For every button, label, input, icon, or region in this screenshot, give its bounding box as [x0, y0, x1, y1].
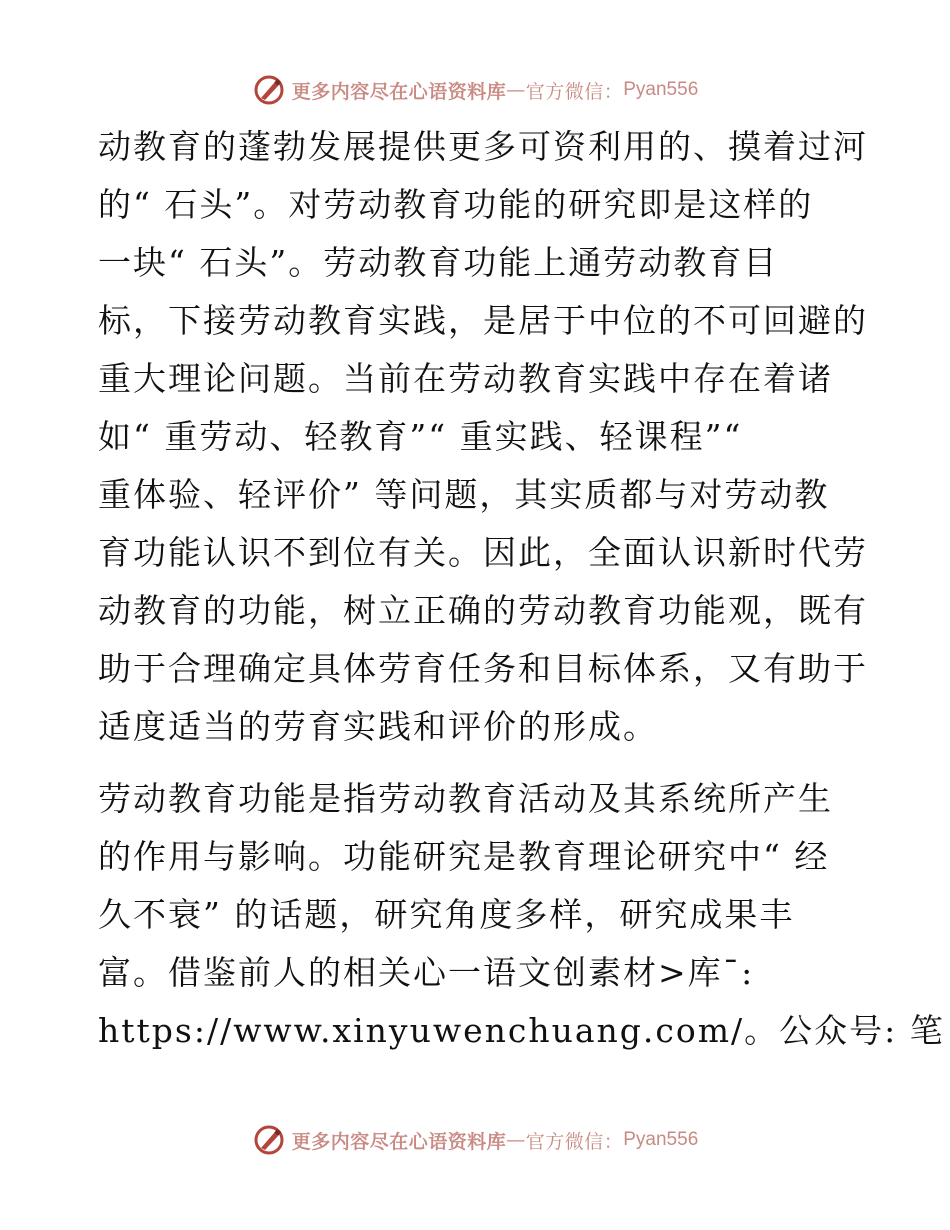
watermark-dash: — [506, 1129, 526, 1151]
pen-logo-icon [252, 1123, 286, 1157]
watermark-dash: — [506, 79, 526, 101]
watermark-wechat-label: 官方微信： [525, 80, 624, 103]
watermark-wechat-label: 官方微信： [525, 1130, 624, 1153]
text-line: 标，下接劳动教育实践，是居于中位的不可回避的 [98, 301, 868, 340]
text-line: 久不衰” 的话题，研究角度多样，研究成果丰 [98, 895, 795, 934]
text-line: 一块“ 石头”。劳动教育功能上通劳动教育目 [98, 243, 779, 282]
paragraph-gap [98, 756, 858, 770]
url-line: https://www.xinyuwenchuang.com/。公众号: 笔 [98, 1011, 945, 1050]
text-line: 助于合理确定具体劳育任务和目标体系，又有助于 [98, 649, 868, 688]
text-line: 重大理论问题。当前在劳动教育实践中存在着诸 [98, 359, 833, 398]
paragraph-1 [98, 118, 868, 756]
text-line: 重体验、轻评价” 等问题，其实质都与对劳动教 [98, 475, 830, 514]
watermark-text: 更多内容尽在心语资料库 [291, 1130, 507, 1153]
text-line: 劳动教育功能是指劳动教育活动及其系统所产生 [98, 779, 833, 818]
watermark-wechat-id: Pyan556 [623, 1129, 699, 1150]
text-line: 如“ 重劳动、轻教育”“ 重实践、轻课程”“ [98, 417, 743, 456]
text-line: 的作用与影响。功能研究是教育理论研究中“ 经 [98, 837, 830, 876]
watermark-text: 更多内容尽在心语资料库 [291, 80, 507, 103]
text-line: 富。借鉴前人的相关心一语文创素材>库¯: [98, 953, 755, 992]
document-body [98, 118, 945, 1060]
pen-logo-icon [252, 73, 286, 107]
header-watermark [0, 70, 950, 110]
text-line: 育功能认识不到位有关。因此，全面认识新时代劳 [98, 533, 868, 572]
text-line: 动教育的蓬勃发展提供更多可资利用的、摸着过河 [98, 127, 868, 166]
text-line: 适度适当的劳育实践和评价的形成。 [98, 707, 658, 746]
paragraph-2 [98, 770, 945, 1060]
text-line: 的“ 石头”。对劳动教育功能的研究即是这样的 [98, 185, 814, 224]
watermark-wechat-id: Pyan556 [623, 79, 699, 100]
text-line: 动教育的功能，树立正确的劳动教育功能观，既有 [98, 591, 868, 630]
footer-watermark [0, 1120, 950, 1160]
